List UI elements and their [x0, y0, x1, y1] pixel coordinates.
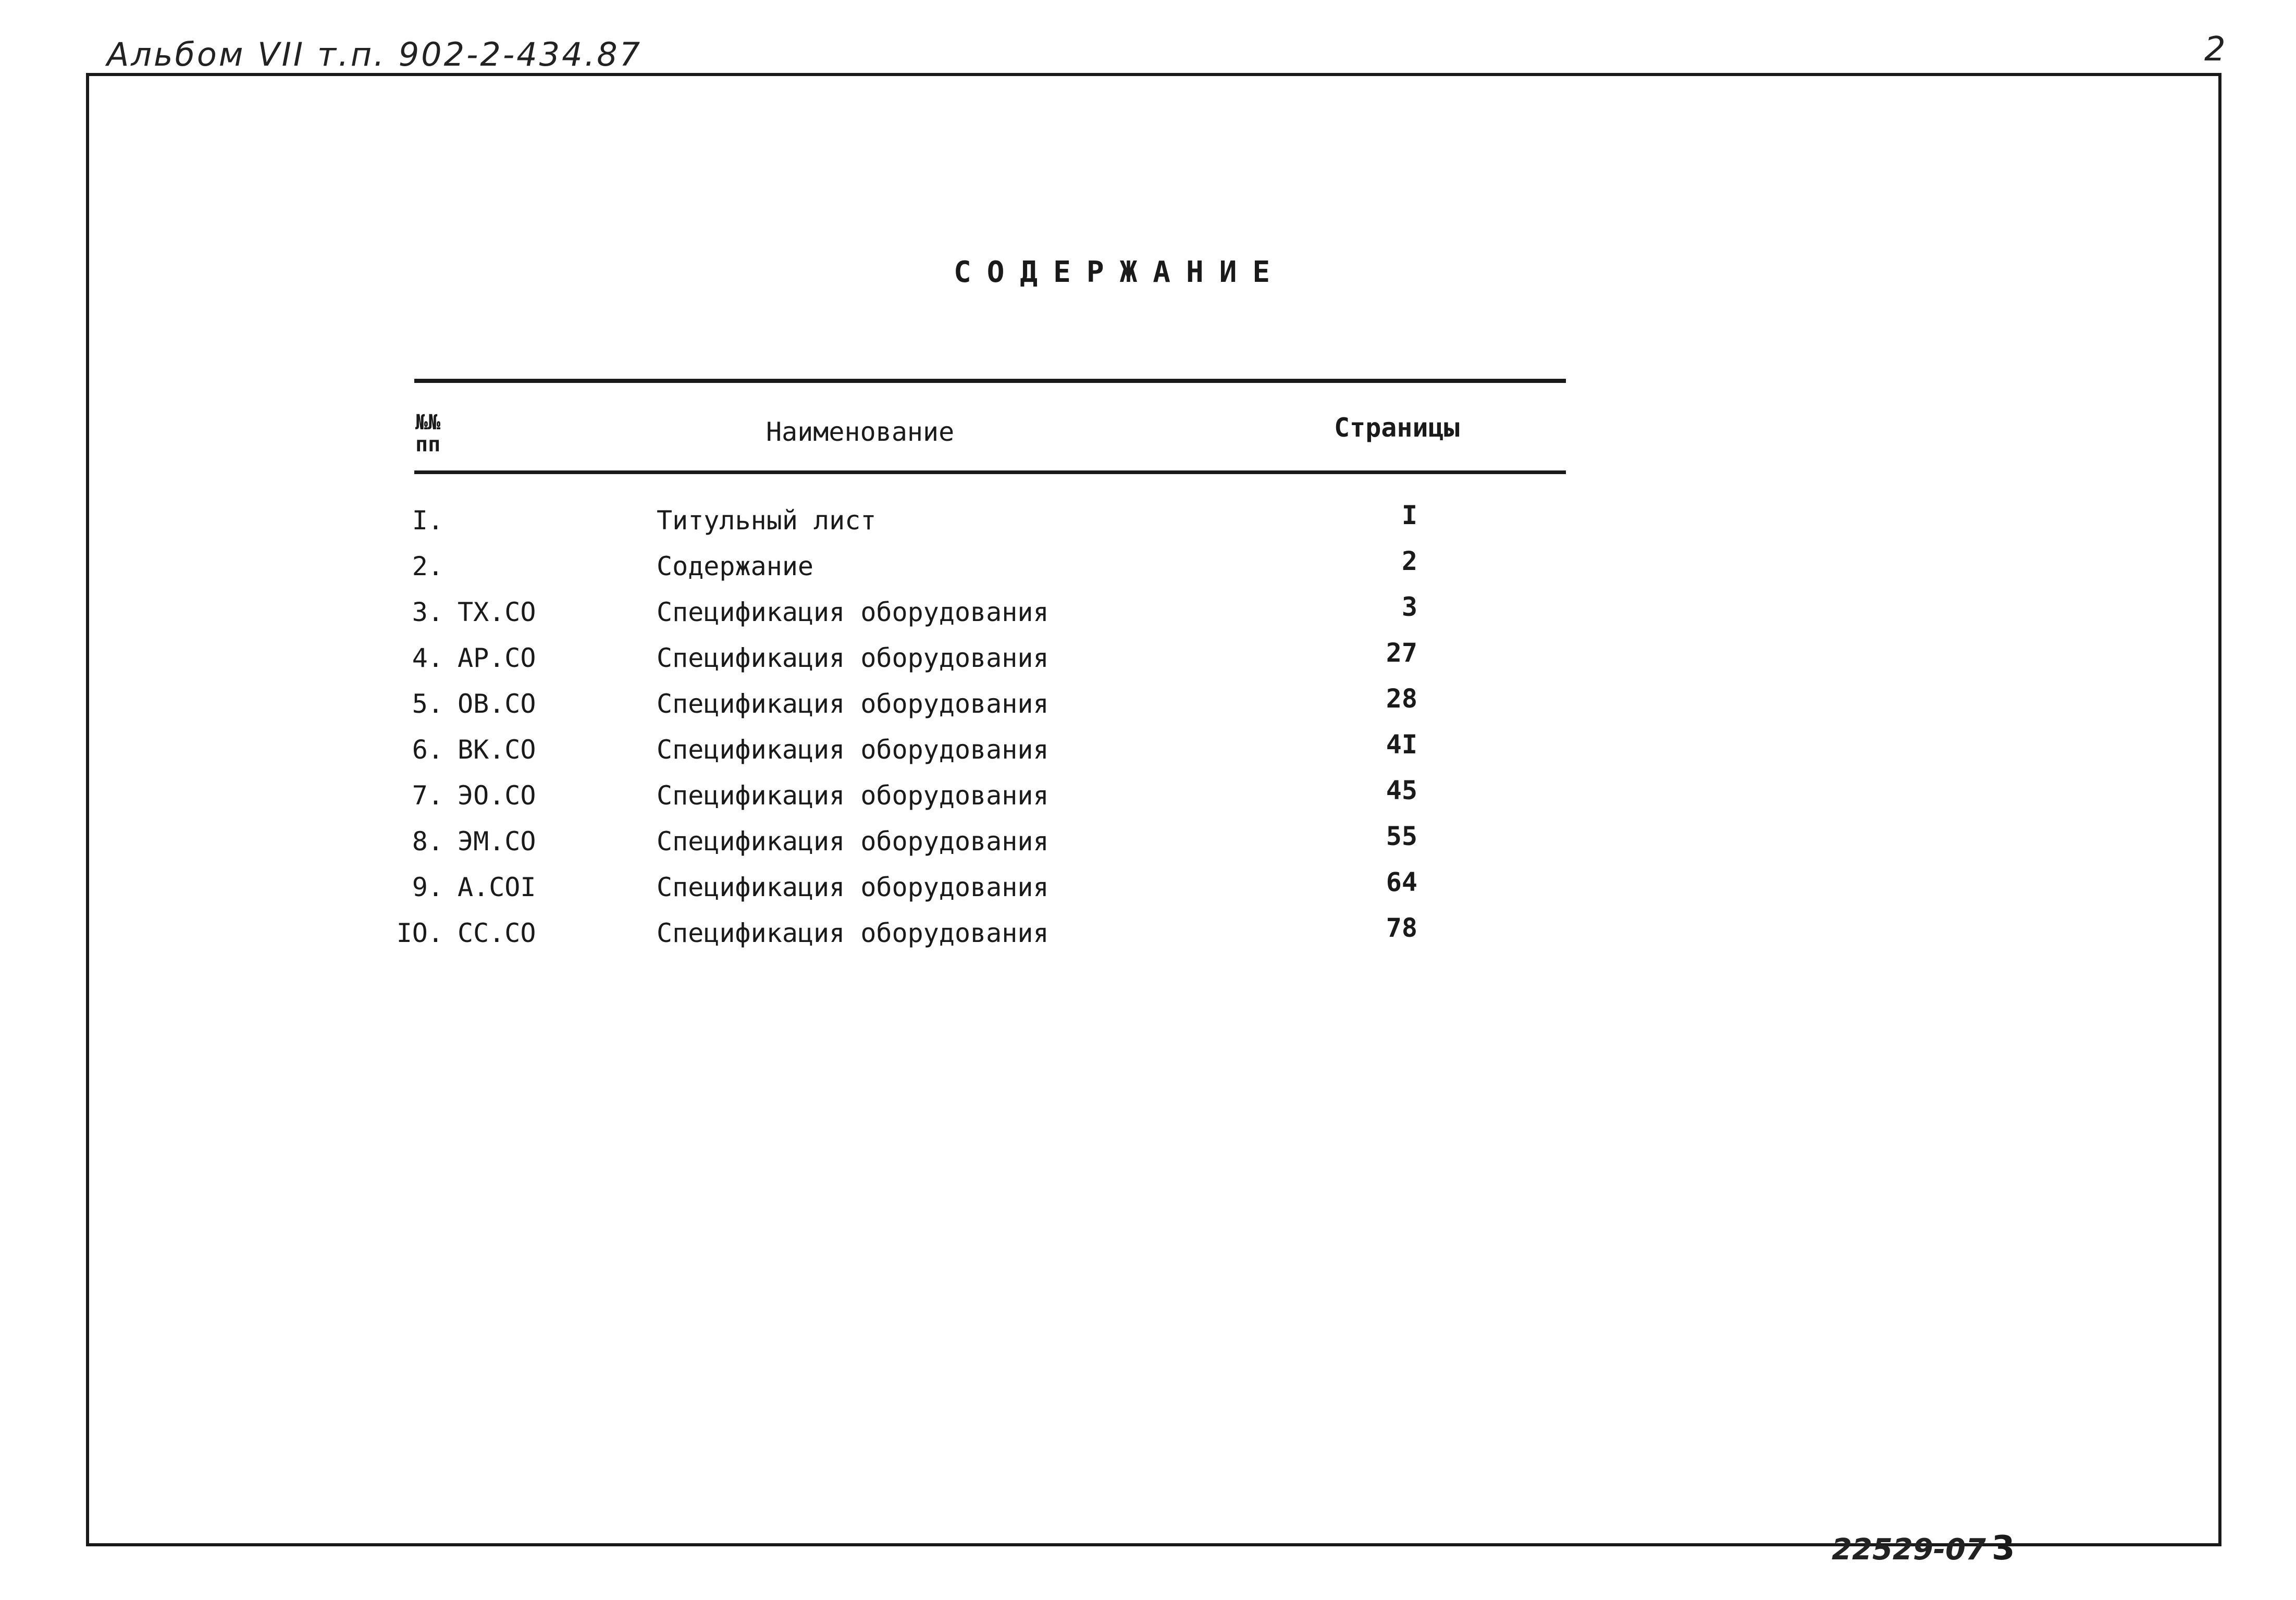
table-row — [0, 867, 2296, 914]
row-number: 3. — [412, 597, 443, 627]
row-name: Титульный лист — [657, 505, 877, 536]
sheet-number: 2 — [2204, 30, 2226, 69]
table-row — [0, 775, 2296, 822]
table-row — [0, 684, 2296, 730]
row-name: Спецификация оборудования — [657, 735, 1049, 765]
row-number: 7. — [412, 780, 443, 811]
row-page: 2 — [1401, 546, 1417, 576]
footer-page-number: 3 — [1992, 1529, 2015, 1568]
table-row — [0, 729, 2296, 776]
row-code: А.СОI — [458, 872, 536, 902]
table-row — [0, 546, 2296, 593]
table-top-rule — [414, 379, 1566, 383]
row-code: ВК.СО — [458, 735, 536, 765]
row-name: Спецификация оборудования — [657, 597, 1049, 627]
row-number: 8. — [412, 826, 443, 857]
row-page: 64 — [1386, 867, 1417, 897]
row-number: 2. — [412, 551, 443, 581]
row-number: 6. — [412, 735, 443, 765]
row-number: 4. — [412, 643, 443, 673]
row-code: АР.СО — [458, 643, 536, 673]
table-row — [0, 821, 2296, 868]
row-page: 45 — [1386, 775, 1417, 805]
row-number: IO. — [396, 918, 443, 948]
album-reference-text: Альбом VII т.п. 902-2-434.87 — [107, 35, 643, 73]
footer-document-code: 22529-07 — [1832, 1533, 1986, 1567]
row-code: ЭО.СО — [458, 780, 536, 811]
table-header-rule — [414, 470, 1566, 474]
row-page: 55 — [1386, 821, 1417, 851]
row-code: ТХ.СО — [458, 597, 536, 627]
header-pages: Страницы — [1334, 413, 1460, 443]
row-name: Содержание — [657, 551, 814, 581]
row-name: Спецификация оборудования — [657, 918, 1049, 948]
row-page: 78 — [1386, 913, 1417, 943]
row-name: Спецификация оборудования — [657, 780, 1049, 811]
row-page: 3 — [1401, 592, 1417, 622]
row-number: I. — [412, 505, 443, 536]
header-name: Наименование — [766, 417, 955, 447]
row-name: Спецификация оборудования — [657, 826, 1049, 857]
header-number: №№ пп — [415, 411, 441, 456]
table-row — [0, 592, 2296, 639]
table-row — [0, 913, 2296, 960]
row-number: 9. — [412, 872, 443, 902]
row-name: Спецификация оборудования — [657, 689, 1049, 719]
row-page: 28 — [1386, 684, 1417, 714]
row-number: 5. — [412, 689, 443, 719]
table-row — [0, 638, 2296, 685]
table-row — [0, 500, 2296, 547]
row-page: I — [1401, 500, 1417, 530]
row-page: 4I — [1386, 729, 1417, 760]
row-code: СС.СО — [458, 918, 536, 948]
row-page: 27 — [1386, 638, 1417, 668]
row-code: ОВ.СО — [458, 689, 536, 719]
row-name: Спецификация оборудования — [657, 643, 1049, 673]
row-code: ЭМ.СО — [458, 826, 536, 857]
album-reference — [107, 35, 642, 73]
row-name: Спецификация оборудования — [657, 872, 1049, 902]
document-title: СОДЕРЖАНИЕ — [954, 255, 1286, 289]
